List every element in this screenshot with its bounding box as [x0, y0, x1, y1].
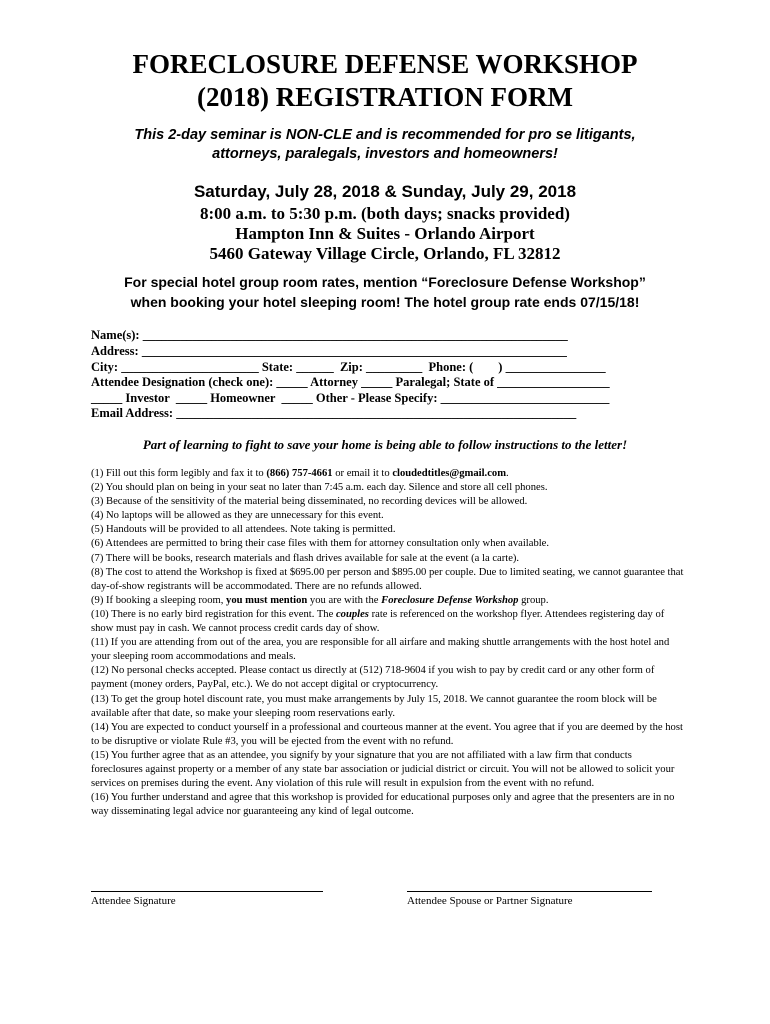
event-address: 5460 Gateway Village Circle, Orlando, FL 32812 — [209, 244, 561, 263]
names-field[interactable]: Name(s): ____________________________________________________________________ — [91, 328, 568, 342]
rule-7: (7) There will be books, research materials and flash drives available for sale at the event (a la carte). — [91, 552, 520, 564]
form-title-line2: (2018) REGISTRATION FORM — [196, 82, 573, 112]
rule-11: (11) If you are attending from out of the area, you are responsible for all airfare and making shuttle arrangements with the host hotel and your sleeping room accommodations and meals. — [91, 637, 670, 663]
spouse-signature-label: Attendee Spouse or Partner Signature — [407, 895, 573, 907]
event-dates: Saturday, July 28, 2018 & Sunday, July 29, 2018 — [193, 182, 577, 201]
rule-13: (13) To get the group hotel discount rate, you must make arrangements by July 15, 2018. We cannot guarantee the room block will be available after that date, so make your sleeping room reservations early. — [91, 693, 657, 719]
attendee-designation-field[interactable]: Attendee Designation (check one): _____ Attorney _____ Paralegal; State of __________________ — [91, 375, 610, 389]
rule-14: (14) You are expected to conduct yourself in a professional and courteous manner at the event. You agree that if you are deemed by the host to be disruptive or violate Rule #3, you will be ejected from the event with no refund. — [91, 721, 683, 747]
subtitle-line2: attorneys, paralegals, investors and homeowners! — [212, 146, 558, 162]
rule-8: (8) The cost to attend the Workshop is fixed at $695.00 per person and $895.00 per couple. Due to limited seating, we cannot guarantee that day-of-show registrants will be accommodated. There are no refunds allowed. — [91, 566, 684, 592]
rule-1: (1) Fill out this form legibly and fax it to (866) 757-4661 or email it to cloudedtitles@gmail.com. — [91, 468, 509, 479]
event-time: 8:00 a.m. to 5:30 p.m. (both days; snacks provided) — [200, 204, 570, 223]
attendee-signature-label: Attendee Signature — [91, 895, 176, 907]
rule-4: (4) No laptops will be allowed as they are unnecessary for this event. — [91, 510, 384, 522]
hotel-note-line2: when booking your hotel sleeping room! The hotel group rate ends 07/15/18! — [130, 294, 640, 310]
spouse-signature-line[interactable] — [407, 891, 652, 892]
fax-number: (866) 757-4661 — [266, 468, 333, 479]
city-state-zip-phone-field[interactable]: City: ______________________ State: ______ Zip: _________ Phone: ( ) ________________ — [91, 360, 606, 374]
rule-12: (12) No personal checks accepted. Please contact us directly at (512) 718-9604 if you wish to pay by credit card or any other form of payment (money orders, PayPal, etc.). We do not accept digital or cryptocurrency. — [91, 665, 655, 691]
rule-16: (16) You further understand and agree that this workshop is provided for educational purposes only and agree that the presenters are in no way disseminating legal advice nor guaranteeing any kind of legal outcome. — [91, 792, 675, 818]
attendee-signature-line[interactable] — [91, 891, 323, 892]
email-address-field[interactable]: Email Address: ________________________________________________________________ — [91, 406, 577, 420]
contact-email: cloudedtitles@gmail.com — [392, 468, 507, 479]
instructions-heading: Part of learning to fight to save your home is being able to follow instructions to the letter! — [142, 437, 628, 452]
event-venue: Hampton Inn & Suites - Orlando Airport — [235, 224, 535, 243]
rule-15: (15) You further agree that as an attendee, you signify by your signature that you are not affiliated with a law firm that conducts foreclosures against property or a member of any state bar association or judicial district or circuit. You will not be allowed to solicit your services on premises during the event. Any violation of this rule will result in expulsion from the event with no refund. — [91, 749, 675, 790]
subtitle-line1: This 2-day seminar is NON-CLE and is recommended for pro se litigants, — [134, 127, 636, 143]
rule-2: (2) You should plan on being in your seat no later than 7:45 a.m. each day. Silence and store all cell phones. — [91, 482, 548, 494]
rule-9: (9) If booking a sleeping room, you must mention you are with the Foreclosure Defense Workshop group. — [91, 594, 549, 606]
rules-list — [91, 467, 686, 819]
form-title-line1: FORECLOSURE DEFENSE WORKSHOP — [132, 49, 638, 79]
hotel-note-line1: For special hotel group room rates, mention “Foreclosure Defense Workshop” — [124, 274, 646, 290]
rule-6: (6) Attendees are permitted to bring their case files with them for attorney consultation only when available. — [91, 538, 550, 550]
rule-5: (5) Handouts will be provided to all attendees. Note taking is permitted. — [91, 524, 396, 536]
investor-homeowner-other-field[interactable]: _____ Investor _____ Homeowner _____ Other - Please Specify: ___________________________ — [91, 391, 610, 405]
rule-10: (10) There is no early bird registration for this event. The couples rate is referenced on the workshop flyer. Attendees registering day of show must pay in cash. We cannot process credit cards day of show. — [91, 608, 665, 635]
rule-3: (3) Because of the sensitivity of the material being disseminated, no recording devices will be allowed. — [91, 496, 528, 508]
address-field[interactable]: Address: ____________________________________________________________________ — [91, 344, 567, 358]
